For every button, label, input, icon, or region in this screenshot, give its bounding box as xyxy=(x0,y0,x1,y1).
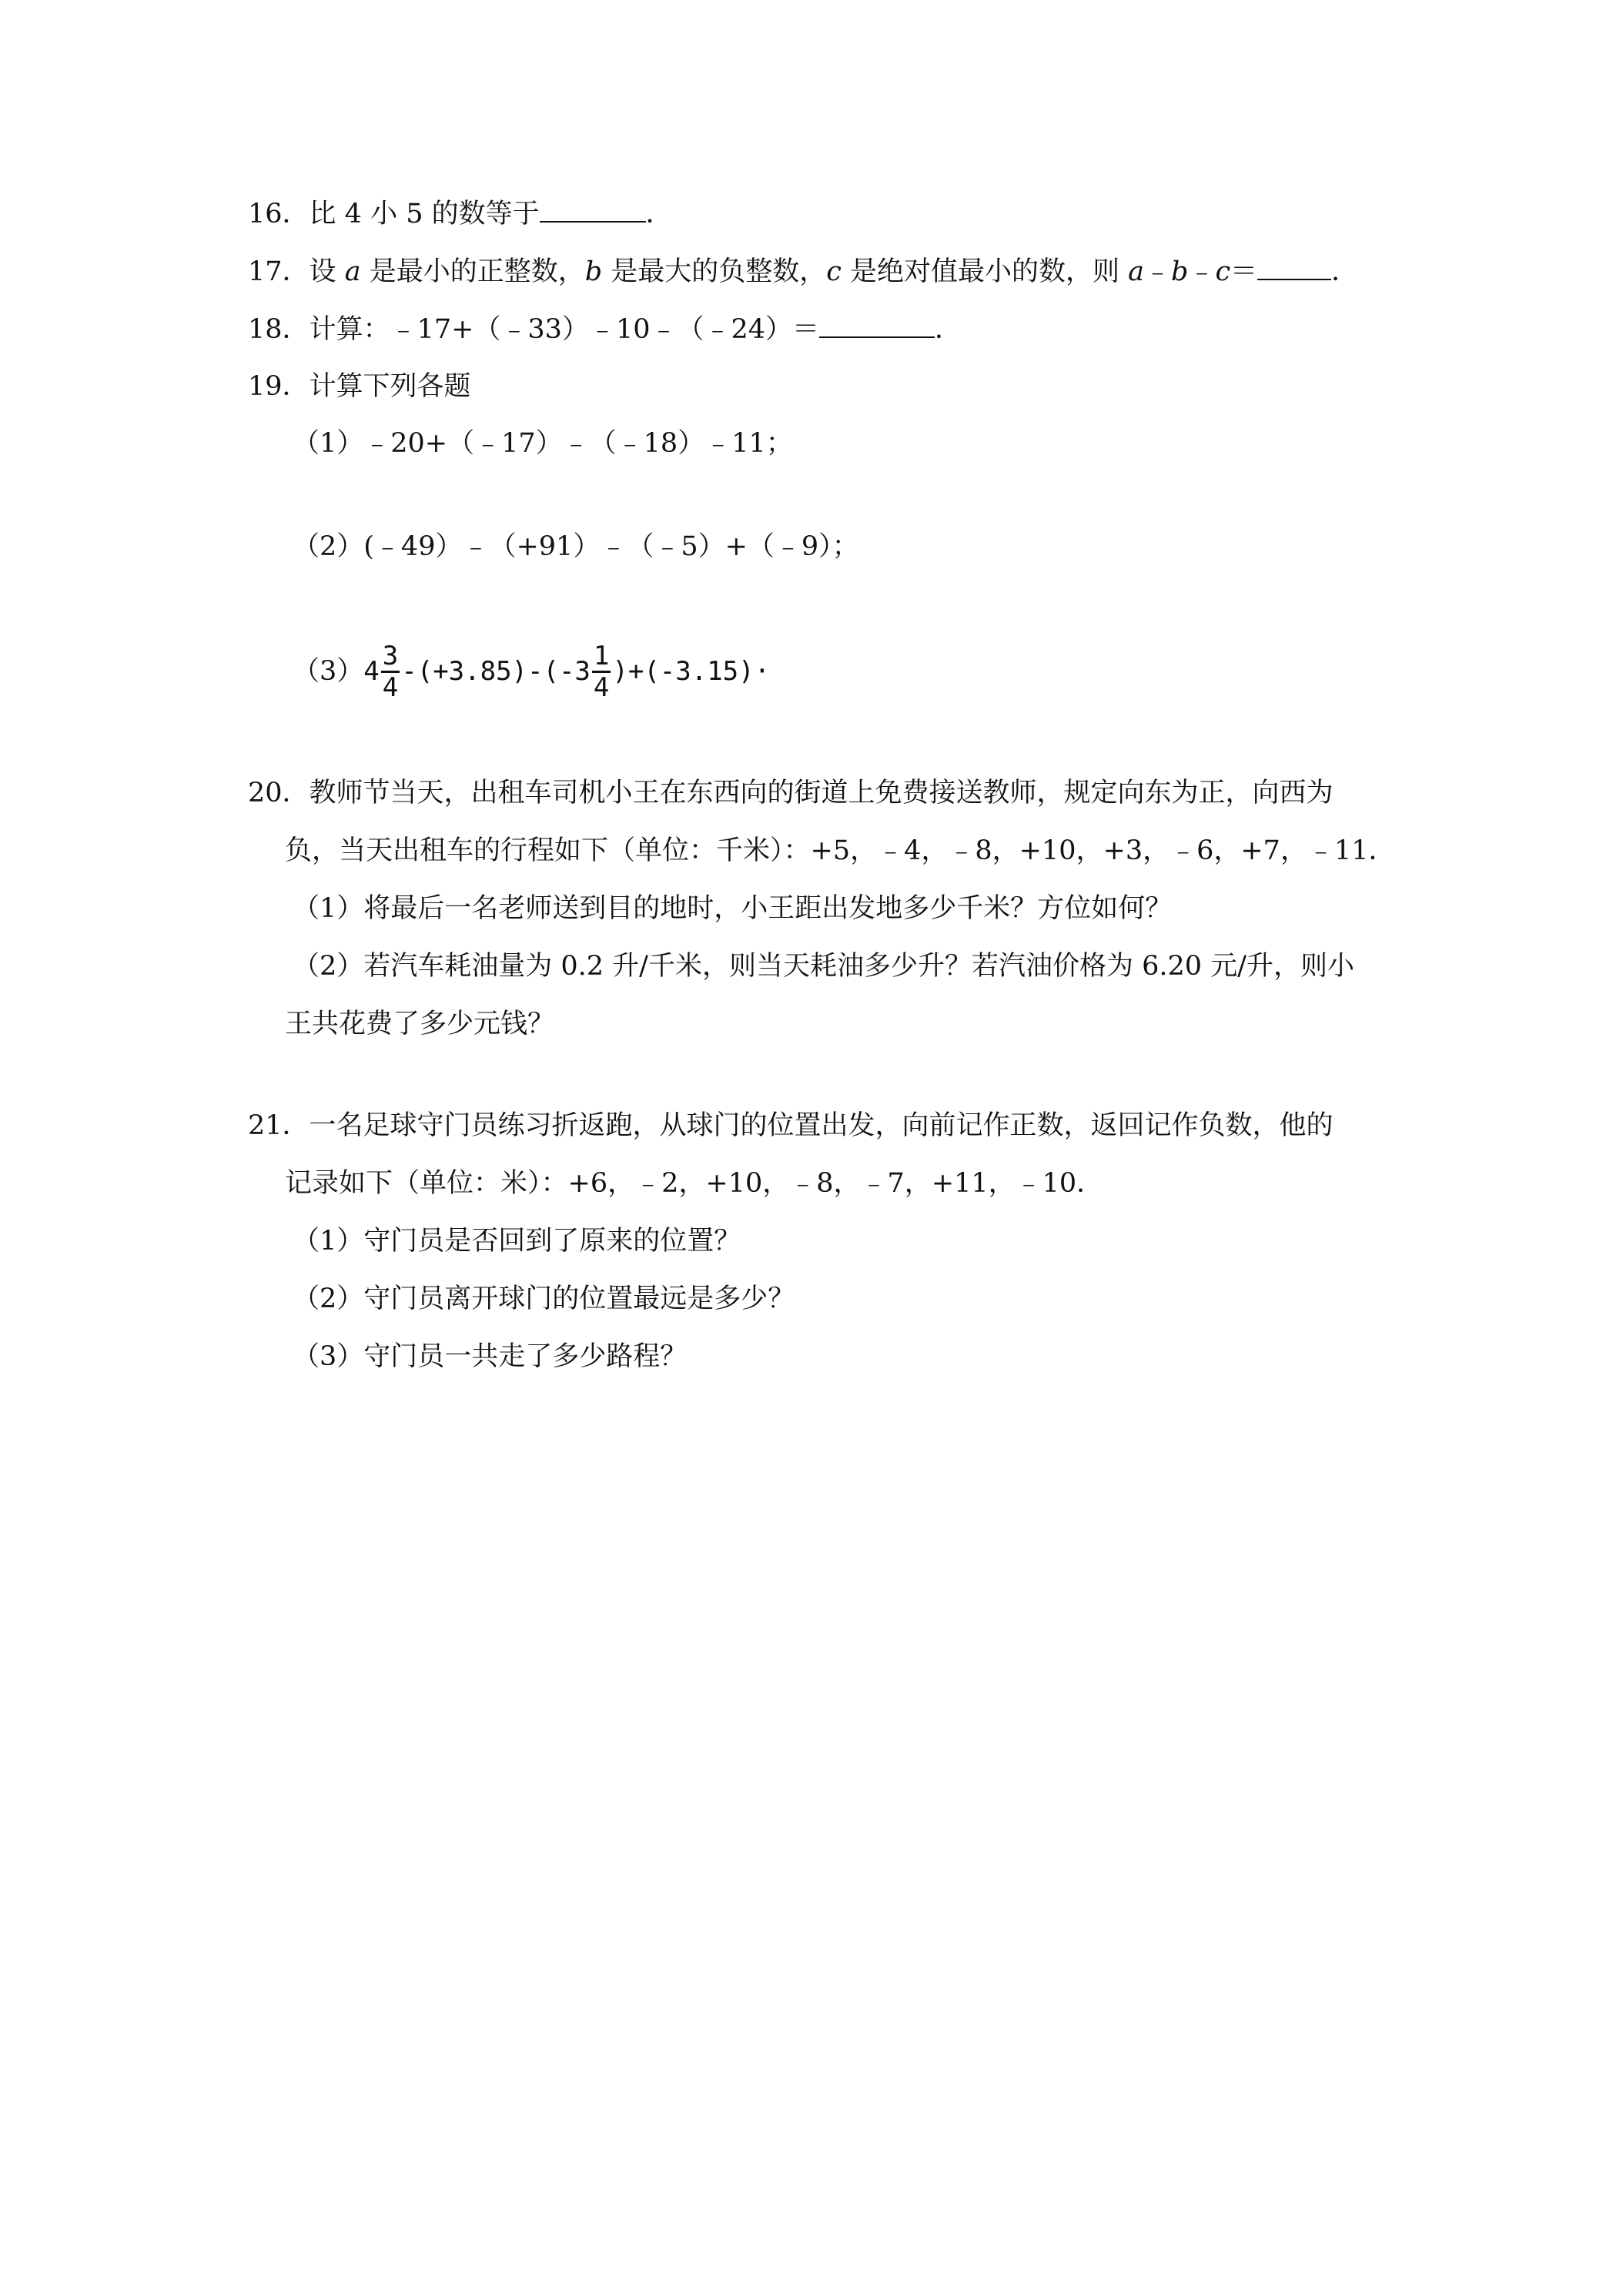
whole-number: 4 xyxy=(363,656,380,687)
question-number: 18． xyxy=(248,314,310,345)
denominator: 4 xyxy=(382,671,399,703)
answer-blank xyxy=(1257,256,1331,280)
question-text: 比 4 小 5 的数等于 xyxy=(309,199,540,229)
text-segment: 设 xyxy=(309,256,345,287)
text-segment: 是最大的负整数， xyxy=(602,256,827,287)
question-18 xyxy=(248,313,962,346)
equals-sign: ＝ xyxy=(1230,256,1258,287)
numerator: 1 xyxy=(593,640,610,671)
denominator: 4 xyxy=(593,671,610,703)
answer-blank xyxy=(819,313,935,338)
variable-b: b xyxy=(584,256,603,287)
period: ． xyxy=(1331,256,1359,287)
question-title: 计算下列各题 xyxy=(309,371,471,402)
question-16 xyxy=(248,197,673,231)
question-19 xyxy=(248,370,471,403)
question-number: 21． xyxy=(248,1110,310,1141)
question-20-sub-2: （2）若汽车耗油量为 0.2 升/千米，则当天耗油多少升？若汽油价格为 6.20 元/升，则小 xyxy=(293,951,1354,982)
variable-c: c xyxy=(826,256,842,287)
question-20-line-1 xyxy=(248,776,1334,810)
question-21-sub-2: （2）守门员离开球门的位置最远是多少？ xyxy=(293,1284,795,1314)
expression-segment: )+(-3.15)· xyxy=(612,656,771,687)
period: ． xyxy=(935,314,962,345)
question-21-sub-1: （1）守门员是否回到了原来的位置？ xyxy=(293,1226,741,1257)
question-17 xyxy=(248,255,1358,289)
minus-sign: ﹣ xyxy=(1188,256,1216,287)
variable-c: c xyxy=(1215,256,1231,287)
answer-blank xyxy=(540,198,646,223)
period: ． xyxy=(645,199,673,229)
numerator: 3 xyxy=(382,640,399,671)
math-expression xyxy=(363,641,770,702)
minus-sign: ﹣ xyxy=(1144,256,1172,287)
text-segment: 是最小的正整数， xyxy=(360,256,585,287)
variable-a: a xyxy=(344,256,361,287)
question-21-line-2: 记录如下（单位：米）：+6，﹣2，+10，﹣8，﹣7，+11，﹣10． xyxy=(285,1168,1104,1199)
question-number: 20． xyxy=(248,778,310,808)
text-segment: 是绝对值最小的数，则 xyxy=(841,256,1129,287)
question-number: 19． xyxy=(248,371,310,402)
expression-segment: -(+3.85)-(-3 xyxy=(401,656,591,687)
question-21-sub-3: （3）守门员一共走了多少路程？ xyxy=(293,1341,688,1372)
question-19-part-2: （2）(﹣49）﹣（+91）﹣（﹣5）+（﹣9）； xyxy=(293,531,859,562)
fraction xyxy=(592,641,611,702)
question-number: 16． xyxy=(248,199,310,229)
question-20-sub-2-cont: 王共花费了多少元钱？ xyxy=(285,1009,555,1039)
question-number: 17． xyxy=(248,256,310,287)
question-text: 一名足球守门员练习折返跑，从球门的位置出发，向前记作正数，返回记作负数，他的 xyxy=(309,1110,1334,1141)
question-20-line-2: 负，当天出租车的行程如下（单位：千米）：+5，﹣4，﹣8，+10，+3，﹣6，+7，﹣11． xyxy=(285,835,1396,866)
question-21-line-1 xyxy=(248,1109,1334,1143)
question-19-part-3 xyxy=(293,633,770,710)
fraction xyxy=(381,641,400,702)
question-text: 计算：﹣17+（﹣33）﹣10﹣（﹣24）＝ xyxy=(309,314,820,345)
part-label: （3） xyxy=(293,656,364,687)
variable-a: a xyxy=(1128,256,1144,287)
variable-b: b xyxy=(1171,256,1189,287)
question-19-part-1: （1）﹣20+（﹣17）﹣（﹣18）﹣11； xyxy=(293,428,793,459)
question-text: 教师节当天，出租车司机小王在东西向的街道上免费接送教师，规定向东为正，向西为 xyxy=(309,778,1334,808)
question-20-sub-1: （1）将最后一名老师送到目的地时，小王距出发地多少千米？方位如何？ xyxy=(293,893,1173,924)
